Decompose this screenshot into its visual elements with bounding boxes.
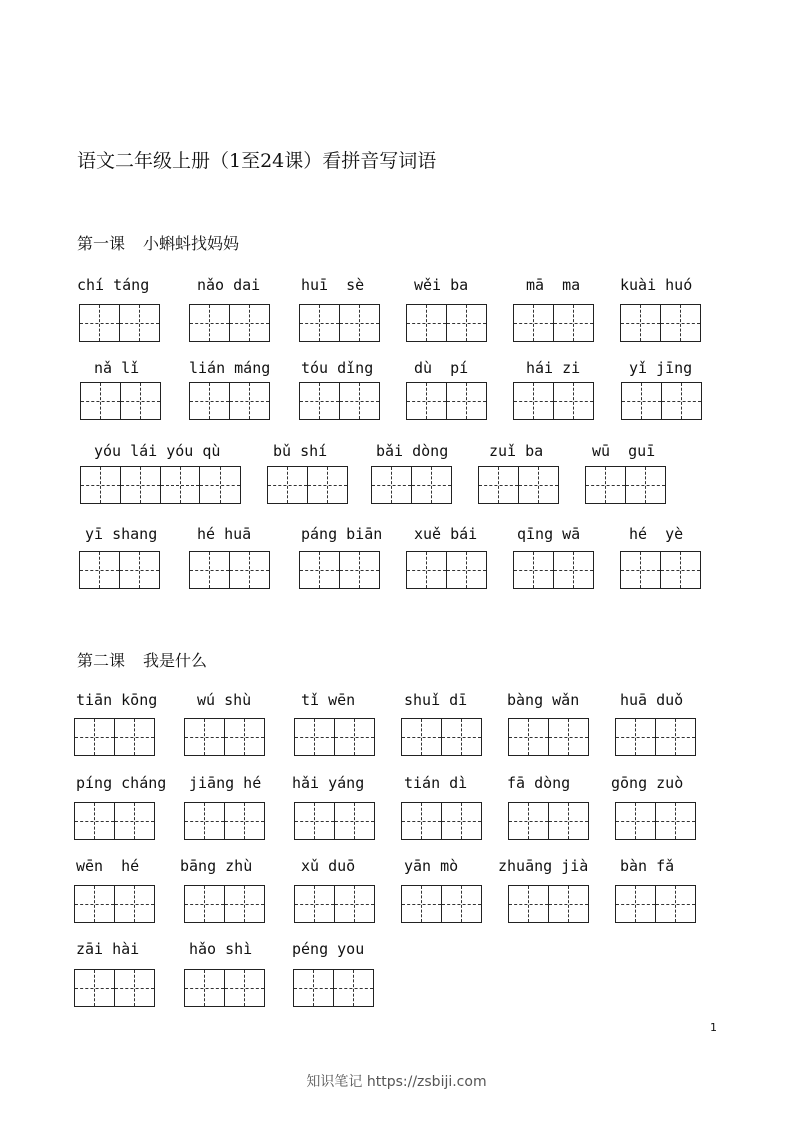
tianzige-cell[interactable] — [200, 467, 240, 503]
pinyin-label: nǎo dai — [197, 276, 261, 294]
tianzige-cell[interactable] — [115, 719, 155, 755]
lesson-name: 我是什么 — [143, 651, 208, 670]
pinyin-label: zuǐ ba — [489, 442, 544, 460]
pinyin-label: hé yè — [629, 525, 684, 543]
tianzige-cell[interactable] — [225, 719, 265, 755]
tianzige-cell[interactable] — [161, 467, 201, 503]
writing-grid[interactable] — [189, 551, 270, 589]
writing-grid[interactable] — [293, 969, 374, 1007]
pinyin-label: mā ma — [526, 276, 581, 294]
writing-grid[interactable] — [79, 304, 160, 342]
writing-grid[interactable] — [294, 718, 375, 756]
writing-grid[interactable] — [406, 551, 487, 589]
tianzige-cell[interactable] — [407, 383, 447, 419]
tianzige-cell[interactable] — [554, 383, 594, 419]
tianzige-cell[interactable] — [554, 552, 594, 588]
tianzige-cell[interactable] — [115, 886, 155, 922]
tianzige-cell[interactable] — [75, 970, 115, 1006]
pinyin-label: yǐ jīng — [629, 359, 693, 377]
writing-grid[interactable] — [478, 466, 559, 504]
tianzige-cell[interactable] — [300, 305, 340, 341]
pinyin-label: bǔ shí — [273, 442, 328, 460]
pinyin-label: lián máng — [189, 359, 271, 377]
tianzige-cell[interactable] — [230, 305, 270, 341]
writing-grid[interactable] — [294, 885, 375, 923]
pinyin-label: tiān kōng — [76, 691, 158, 709]
writing-grid[interactable] — [620, 551, 701, 589]
pinyin-label: zhuāng jià — [498, 857, 589, 875]
writing-grid[interactable] — [621, 382, 702, 420]
pinyin-label: jiāng hé — [189, 774, 262, 792]
writing-grid[interactable] — [267, 466, 348, 504]
pinyin-label: dù pí — [414, 359, 469, 377]
writing-grid[interactable] — [615, 885, 696, 923]
tianzige-cell[interactable] — [230, 383, 270, 419]
tianzige-cell[interactable] — [121, 467, 161, 503]
pinyin-label: tǐ wēn — [301, 691, 356, 709]
pinyin-label: hǎi yáng — [292, 774, 365, 792]
tianzige-cell[interactable] — [335, 719, 375, 755]
tianzige-cell[interactable] — [115, 803, 155, 839]
tianzige-cell[interactable] — [402, 803, 442, 839]
tianzige-cell[interactable] — [335, 886, 375, 922]
pinyin-label: hǎo shì — [189, 940, 253, 958]
tianzige-cell[interactable] — [225, 970, 265, 1006]
pinyin-label: tóu dǐng — [301, 359, 374, 377]
pinyin-label: gōng zuò — [611, 774, 684, 792]
writing-grid[interactable] — [74, 885, 155, 923]
pinyin-label: bàn fǎ — [620, 857, 675, 875]
writing-grid[interactable] — [513, 382, 594, 420]
tianzige-cell[interactable] — [81, 383, 121, 419]
page-title: 语文二年级上册（1至24课）看拼音写词语 — [77, 150, 437, 172]
tianzige-cell[interactable] — [447, 305, 487, 341]
writing-grid[interactable] — [184, 802, 265, 840]
tianzige-cell[interactable] — [185, 886, 225, 922]
pinyin-label: bāng zhù — [180, 857, 253, 875]
tianzige-cell[interactable] — [442, 803, 482, 839]
pinyin-label: yān mò — [404, 857, 459, 875]
writing-grid[interactable] — [189, 304, 270, 342]
lesson-label: 第一课 — [77, 234, 126, 253]
writing-grid[interactable] — [585, 466, 666, 504]
pinyin-label: píng cháng — [76, 774, 167, 792]
writing-grid[interactable] — [184, 885, 265, 923]
tianzige-cell[interactable] — [185, 803, 225, 839]
tianzige-cell[interactable] — [407, 305, 447, 341]
tianzige-cell[interactable] — [294, 970, 334, 1006]
pinyin-label: wú shù — [197, 691, 252, 709]
tianzige-cell[interactable] — [185, 719, 225, 755]
pinyin-label: nǎ lǐ — [94, 359, 140, 377]
writing-grid[interactable] — [508, 718, 589, 756]
tianzige-cell[interactable] — [442, 886, 482, 922]
tianzige-cell[interactable] — [479, 467, 519, 503]
tianzige-cell[interactable] — [519, 467, 559, 503]
footer-watermark: 知识笔记 https://zsbiji.com — [306, 1074, 487, 1090]
tianzige-cell[interactable] — [121, 383, 161, 419]
pinyin-label: kuài huó — [620, 276, 693, 294]
tianzige-cell[interactable] — [661, 305, 701, 341]
writing-grid[interactable] — [401, 718, 482, 756]
tianzige-cell[interactable] — [656, 719, 696, 755]
pinyin-label: péng you — [292, 940, 365, 958]
tianzige-cell[interactable] — [190, 305, 230, 341]
tianzige-cell[interactable] — [230, 552, 270, 588]
tianzige-cell[interactable] — [120, 552, 160, 588]
pinyin-label: bǎi dòng — [376, 442, 449, 460]
pinyin-label: wū guī — [592, 442, 656, 460]
pinyin-label: páng biān — [301, 525, 383, 543]
writing-grid[interactable] — [401, 885, 482, 923]
tianzige-cell[interactable] — [549, 803, 589, 839]
tianzige-cell[interactable] — [447, 383, 487, 419]
tianzige-cell[interactable] — [295, 886, 335, 922]
tianzige-cell[interactable] — [340, 552, 380, 588]
pinyin-label: shuǐ dī — [404, 691, 468, 709]
writing-grid[interactable] — [508, 802, 589, 840]
pinyin-label: chí táng — [77, 276, 150, 294]
tianzige-cell[interactable] — [412, 467, 452, 503]
tianzige-cell[interactable] — [549, 719, 589, 755]
tianzige-cell[interactable] — [340, 305, 380, 341]
tianzige-cell[interactable] — [225, 886, 265, 922]
writing-grid[interactable] — [513, 551, 594, 589]
pinyin-label: hái zi — [526, 359, 581, 377]
tianzige-cell[interactable] — [586, 467, 626, 503]
writing-grid[interactable] — [299, 551, 380, 589]
tianzige-cell[interactable] — [268, 467, 308, 503]
writing-grid[interactable] — [401, 802, 482, 840]
pinyin-label: hé huā — [197, 525, 252, 543]
tianzige-cell[interactable] — [225, 803, 265, 839]
tianzige-cell[interactable] — [514, 383, 554, 419]
writing-grid[interactable] — [371, 466, 452, 504]
writing-grid[interactable] — [513, 304, 594, 342]
tianzige-cell[interactable] — [75, 886, 115, 922]
tianzige-cell[interactable] — [372, 467, 412, 503]
writing-grid[interactable] — [294, 802, 375, 840]
tianzige-cell[interactable] — [509, 719, 549, 755]
pinyin-label: yóu lái yóu qù — [94, 442, 221, 460]
tianzige-cell[interactable] — [661, 552, 701, 588]
tianzige-cell[interactable] — [662, 383, 702, 419]
writing-grid[interactable] — [184, 718, 265, 756]
tianzige-cell[interactable] — [509, 803, 549, 839]
tianzige-cell[interactable] — [295, 719, 335, 755]
tianzige-cell[interactable] — [514, 552, 554, 588]
tianzige-cell[interactable] — [616, 719, 656, 755]
tianzige-cell[interactable] — [340, 383, 380, 419]
tianzige-cell[interactable] — [442, 719, 482, 755]
writing-grid[interactable] — [74, 718, 155, 756]
writing-grid[interactable] — [615, 802, 696, 840]
pinyin-label: qīng wā — [517, 525, 581, 543]
writing-grid[interactable] — [615, 718, 696, 756]
tianzige-cell[interactable] — [656, 886, 696, 922]
tianzige-cell[interactable] — [402, 886, 442, 922]
tianzige-cell[interactable] — [621, 305, 661, 341]
tianzige-cell[interactable] — [616, 803, 656, 839]
tianzige-cell[interactable] — [75, 803, 115, 839]
tianzige-cell[interactable] — [509, 886, 549, 922]
writing-grid[interactable] — [620, 304, 701, 342]
tianzige-cell[interactable] — [300, 552, 340, 588]
tianzige-cell[interactable] — [115, 970, 155, 1006]
writing-grid[interactable] — [184, 969, 265, 1007]
pinyin-label: tián dì — [404, 774, 468, 792]
writing-grid[interactable] — [406, 382, 487, 420]
pinyin-label: wēn hé — [76, 857, 140, 875]
tianzige-cell[interactable] — [407, 552, 447, 588]
writing-grid[interactable] — [406, 304, 487, 342]
pinyin-label: huī sè — [301, 276, 365, 294]
writing-grid[interactable] — [74, 969, 155, 1007]
writing-grid[interactable] — [80, 466, 241, 504]
tianzige-cell[interactable] — [549, 886, 589, 922]
tianzige-cell[interactable] — [656, 803, 696, 839]
lesson-label: 第二课 — [77, 651, 126, 670]
lesson-heading — [77, 648, 207, 671]
lesson-heading — [77, 231, 239, 254]
tianzige-cell[interactable] — [447, 552, 487, 588]
writing-grid[interactable] — [74, 802, 155, 840]
pinyin-label: yī shang — [85, 525, 158, 543]
tianzige-cell[interactable] — [190, 552, 230, 588]
tianzige-cell[interactable] — [402, 719, 442, 755]
tianzige-cell[interactable] — [335, 803, 375, 839]
pinyin-label: zāi hài — [76, 940, 140, 958]
writing-grid[interactable] — [508, 885, 589, 923]
tianzige-cell[interactable] — [554, 305, 594, 341]
tianzige-cell[interactable] — [300, 383, 340, 419]
pinyin-label: fā dòng — [507, 774, 571, 792]
tianzige-cell[interactable] — [308, 467, 348, 503]
tianzige-cell[interactable] — [295, 803, 335, 839]
lesson-name: 小蝌蚪找妈妈 — [143, 234, 240, 253]
tianzige-cell[interactable] — [621, 552, 661, 588]
tianzige-cell[interactable] — [80, 552, 120, 588]
tianzige-cell[interactable] — [120, 305, 160, 341]
pinyin-label: wěi ba — [414, 276, 469, 294]
writing-grid[interactable] — [299, 304, 380, 342]
pinyin-label: xǔ duō — [301, 857, 356, 875]
tianzige-cell[interactable] — [185, 970, 225, 1006]
tianzige-cell[interactable] — [190, 383, 230, 419]
tianzige-cell[interactable] — [622, 383, 662, 419]
tianzige-cell[interactable] — [616, 886, 656, 922]
writing-grid[interactable] — [80, 382, 161, 420]
tianzige-cell[interactable] — [334, 970, 374, 1006]
tianzige-cell[interactable] — [514, 305, 554, 341]
tianzige-cell[interactable] — [75, 719, 115, 755]
tianzige-cell[interactable] — [626, 467, 666, 503]
page-number: 1 — [710, 1021, 717, 1034]
tianzige-cell[interactable] — [81, 467, 121, 503]
writing-grid[interactable] — [79, 551, 160, 589]
writing-grid[interactable] — [299, 382, 380, 420]
pinyin-label: huā duǒ — [620, 691, 684, 709]
pinyin-label: bàng wǎn — [507, 691, 580, 709]
writing-grid[interactable] — [189, 382, 270, 420]
tianzige-cell[interactable] — [80, 305, 120, 341]
pinyin-label: xuě bái — [414, 525, 478, 543]
